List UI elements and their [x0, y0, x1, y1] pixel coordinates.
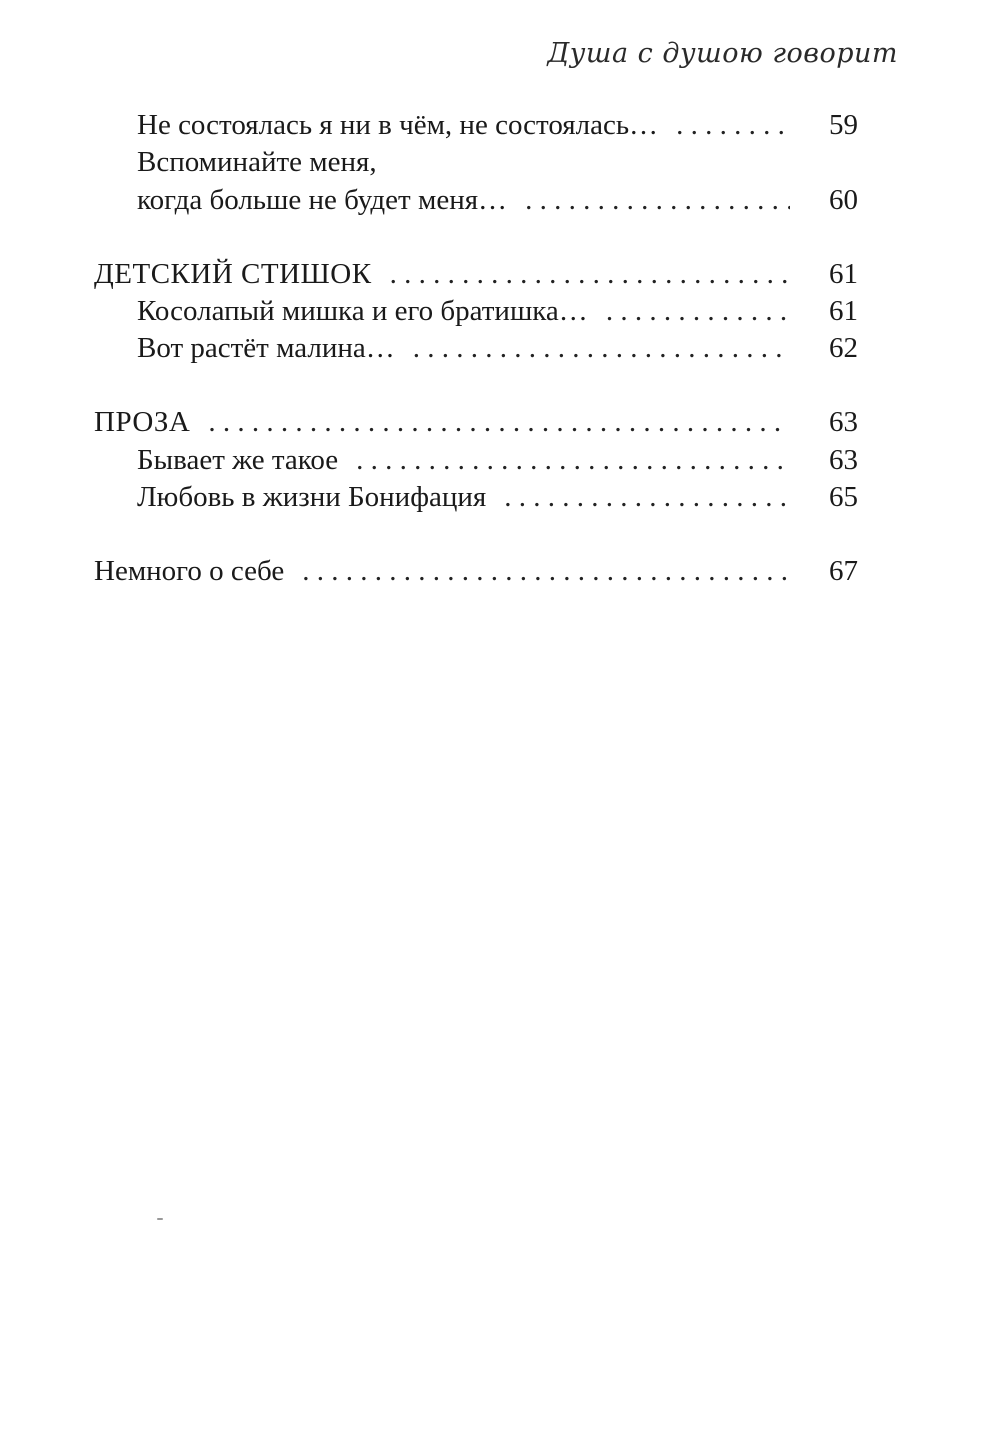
toc-entry-page: 62: [829, 332, 858, 364]
toc-entry: [137, 293, 858, 329]
toc-dot-leader: [356, 442, 790, 478]
toc-dot-leader: [504, 479, 790, 515]
toc-entry-title: Не состоялась я ни в чём, не состоялась…: [137, 109, 659, 141]
toc-dot-leader: [208, 404, 790, 440]
toc-dot-leader: [606, 293, 790, 329]
toc-section: [94, 404, 858, 440]
toc-dot-leader: [302, 553, 790, 589]
toc-entry: [137, 330, 858, 366]
toc-entry-page: 61: [829, 295, 858, 327]
toc-entry-page: 63: [829, 444, 858, 476]
toc-dot-leader: [676, 107, 790, 143]
toc-entry-page: 63: [829, 406, 858, 438]
toc-dot-leader: [390, 256, 790, 292]
toc-entry-title: Косолапый мишка и его братишка…: [137, 295, 588, 327]
toc-section: [94, 256, 858, 292]
toc-entry-page: 60: [829, 184, 858, 216]
toc-entry-title: Любовь в жизни Бонифация: [137, 481, 487, 513]
toc-entry-page: 67: [829, 555, 858, 587]
toc-dot-leader: [413, 330, 790, 366]
toc-entry: [137, 144, 737, 180]
toc-entry: [137, 479, 858, 515]
toc-entry-title: Бывает же такое: [137, 444, 339, 476]
toc-entry-title: Вспоминайте меня,: [137, 146, 377, 178]
toc-section-title: ДЕТСКИЙ СТИШОК: [94, 258, 372, 290]
toc-section-title: Немного о себе: [94, 555, 285, 587]
toc-entry: [137, 182, 858, 218]
toc-dot-leader: [525, 182, 790, 218]
toc-entry-page: 61: [829, 258, 858, 290]
toc-entry-title: когда больше не будет меня…: [137, 184, 508, 216]
running-head: Душа с душою говорит: [547, 38, 898, 69]
toc-section: [94, 553, 858, 589]
toc-section-title: ПРОЗА: [94, 406, 191, 438]
scan-speck: [157, 1218, 163, 1220]
toc-entry: [137, 442, 858, 478]
toc-entry: [137, 107, 858, 143]
toc-entry-page: 65: [829, 481, 858, 513]
toc-entry-page: 59: [829, 109, 858, 141]
toc-entry-title: Вот растёт малина…: [137, 332, 395, 364]
